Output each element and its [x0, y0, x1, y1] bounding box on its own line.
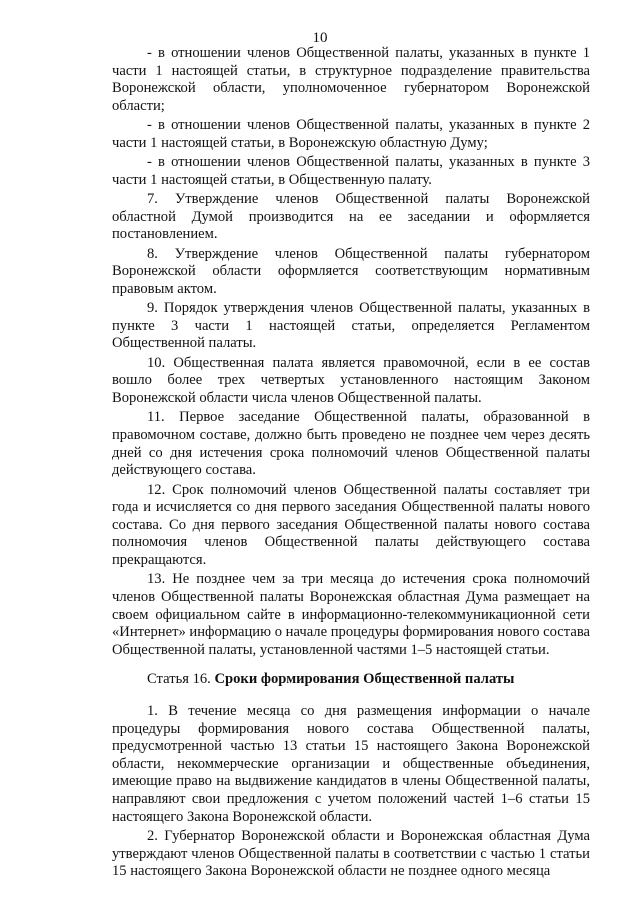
- paragraph: - в отношении членов Общественной палаты, указанных в пункте 1 части 1 настоящей статьи, в структурное подразделение правительства Воронежской области, уполномоченное губернатором Воронежской области;: [112, 45, 590, 114]
- paragraph: 11. Первое заседание Общественной палаты, образованной в правомочном составе, должно быть проведено не позднее чем через десять дней со дня истечения срока полномочий членов Общественной палаты действующего состава.: [112, 409, 590, 479]
- article-heading: [112, 671, 590, 689]
- paragraph: 7. Утверждение членов Общественной палаты Воронежской областной Думой производится на ее заседании и оформляется постановлением.: [112, 191, 590, 243]
- paragraph: 2. Губернатор Воронежской области и Воронежская областная Дума утверждают членов Общественной палаты в соответствии с частью 1 статьи 15 настоящего Закона Воронежской области не позднее одного месяца: [112, 827, 590, 880]
- page-number: 10: [312, 30, 328, 46]
- paragraph: - в отношении членов Общественной палаты, указанных в пункте 2 части 1 настоящей статьи, в Воронежскую областную Думу;: [112, 117, 590, 151]
- paragraph: 13. Не позднее чем за три месяца до истечения срока полномочий членов Общественной палаты Воронежская областная Дума размещает на своем официальном сайте в информационно-телекоммуникационной сети «Интернет» информацию о начале процедуры формирования нового состава Общественной палаты, установленной частями 1–5 настоящей статьи.: [112, 571, 590, 658]
- paragraph: 8. Утверждение членов Общественной палаты губернатором Воронежской области оформляется соответствующим нормативным правовым актом.: [112, 245, 590, 297]
- article-title: Сроки формирования Общественной палаты: [214, 671, 515, 688]
- paragraph: 10. Общественная палата является правомочной, если в ее состав вошло более трех четвертых установленного настоящим Законом Воронежской области числа членов Общественной палаты.: [112, 354, 590, 407]
- paragraph: 9. Порядок утверждения членов Общественной палаты, указанных в пункте 3 части 1 настоящей статьи, определяется Регламентом Общественной палаты.: [112, 300, 590, 352]
- article-number: Статья 16.: [147, 671, 215, 688]
- paragraph: 12. Срок полномочий членов Общественной палаты составляет три года и исчисляется со дня первого заседания Общественной палаты нового состава. Со дня первого заседания Общественной палаты нового состава полномочия членов Общественной палаты действующего состава прекращаются.: [112, 481, 590, 568]
- paragraph: 1. В течение месяца со дня размещения информации о начале процедуры формирования нового состава Общественной палаты, предусмотренной частью 13 статьи 15 настоящего Закона Воронежской области, некоммерческие организации и общественные объединения, имеющие право на выдвижение кандидатов в члены Общественной палаты, направляют свои предложения с учетом положений частей 1–6 статьи 15 настоящего Закона Воронежской области.: [112, 702, 590, 825]
- document-body: [112, 45, 590, 882]
- paragraph: - в отношении членов Общественной палаты, указанных в пункте 3 части 1 настоящей статьи, в Общественную палату.: [112, 154, 590, 188]
